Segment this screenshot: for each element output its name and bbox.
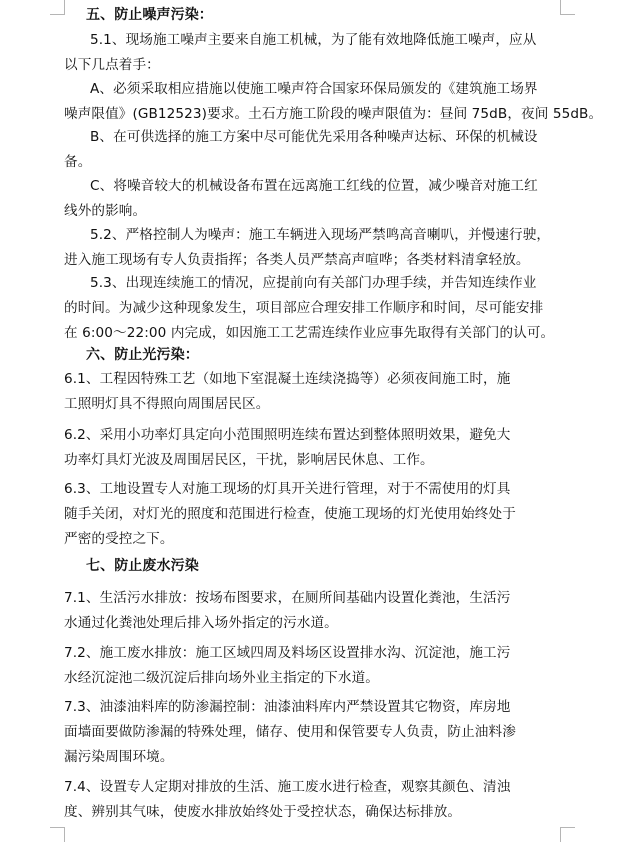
paragraph-line: 7.2、施工废水排放：施工区域四周及料场区设置排水沟、沉淀池，施工污 [64,645,511,661]
paragraph-5-3 [64,274,564,342]
paragraph-7-1 [64,589,564,632]
paragraph-6-1 [64,370,564,413]
paragraph-line: 6.1、工程因特殊工艺（如地下室混凝土连续浇捣等）必须夜间施工时，施 [64,371,511,387]
paragraph-6-3 [64,480,564,548]
paragraph-line: 7.4、设置专人定期对排放的生活、施工废水进行检查，观察其颜色、清浊 [64,779,511,795]
crop-mark-bottom-left [50,827,65,842]
paragraph-line: 5.1、现场施工噪声主要来自施工机械，为了能有效地降低施工噪声，应从 [90,32,537,48]
section-6-heading: 六、防止光污染： [86,347,199,363]
paragraph-line: 严密的受控之下。 [64,531,174,547]
paragraph-line: 进入施工现场有专人负责指挥；各类人员严禁高声喧哗；各类材料清拿轻放。 [64,252,530,268]
paragraph-line: 漏污染周围环境。 [64,749,174,765]
paragraph-5-2 [64,226,564,269]
paragraph-7-4 [64,778,564,821]
paragraph-line: A、必须采取相应措施以使施工噪声符合国家环保局颁发的《建筑施工场界 [90,81,538,97]
paragraph-line: 6.2、采用小功率灯具定向小范围照明连续布置达到整体照明效果，避免大 [64,427,511,443]
paragraph-line: 备。 [64,154,92,170]
paragraph-line: B、在可供选择的施工方案中尽可能优先采用各种噪声达标、环保的机械设 [90,129,538,145]
paragraph-line: 噪声限值》(GB12523)要求。土石方施工阶段的噪声限值为：昼间 75dB，夜间 55dB。 [64,106,603,122]
paragraph-5-1-c [64,177,564,220]
paragraph-line: 度、辨别其气味，使废水排放始终处于受控状态，确保达标排放。 [64,804,462,820]
paragraph-5-1-b [64,128,564,171]
paragraph-line: 5.2、严格控制人为噪声：施工车辆进入现场严禁鸣高音喇叭，并慢速行驶， [90,227,551,243]
paragraph-line: 随手关闭，对灯光的照度和范围进行检查，使施工现场的灯光使用始终处于 [64,506,516,522]
paragraph-line: 在 6:00～22:00 内完成，如因施工工艺需连续作业应事先取得有关部门的认可。 [64,325,555,341]
paragraph-6-2 [64,426,564,469]
paragraph-line: 水通过化粪池处理后排入场外指定的污水道。 [64,615,338,631]
paragraph-line: 7.1、生活污水排放：按场布图要求，在厕所间基础内设置化粪池，生活污 [64,590,511,606]
paragraph-5-1-a [64,80,603,123]
paragraph-line: C、将噪音较大的机械设备布置在远离施工红线的位置，减少噪音对施工红 [90,178,538,194]
paragraph-7-2 [64,644,564,687]
paragraph-line: 面墙面要做防渗漏的特殊处理，储存、使用和保管要专人负责，防止油料渗 [64,724,516,740]
paragraph-line: 5.3、出现连续施工的情况，应提前向有关部门办理手续，并告知连续作业 [90,275,537,291]
paragraph-line: 以下几点着手： [64,57,160,73]
paragraph-line: 水经沉淀池二级沉淀后排向场外业主指定的下水道。 [64,670,379,686]
paragraph-line: 线外的影响。 [64,203,147,219]
paragraph-7-3 [64,698,564,766]
crop-mark-bottom-right [560,827,575,842]
paragraph-5-1 [64,31,564,74]
paragraph-line: 功率灯具灯光波及周围居民区，干扰，影响居民休息、工作。 [64,452,434,468]
paragraph-line: 的时间。为减少这种现象发生，项目部应合理安排工作顺序和时间，尽可能安排 [64,300,544,316]
section-5-heading: 五、防止噪声污染： [86,7,213,23]
crop-mark-top-left [50,0,65,15]
paragraph-line: 7.3、油漆油料库的防渗漏控制：油漆油料库内严禁设置其它物资，库房地 [64,699,511,715]
paragraph-line: 6.3、工地设置专人对施工现场的灯具开关进行管理，对于不需使用的灯具 [64,481,511,497]
paragraph-line: 工照明灯具不得照向周围居民区。 [64,396,270,412]
section-7-heading: 七、防止废水污染 [86,558,199,574]
